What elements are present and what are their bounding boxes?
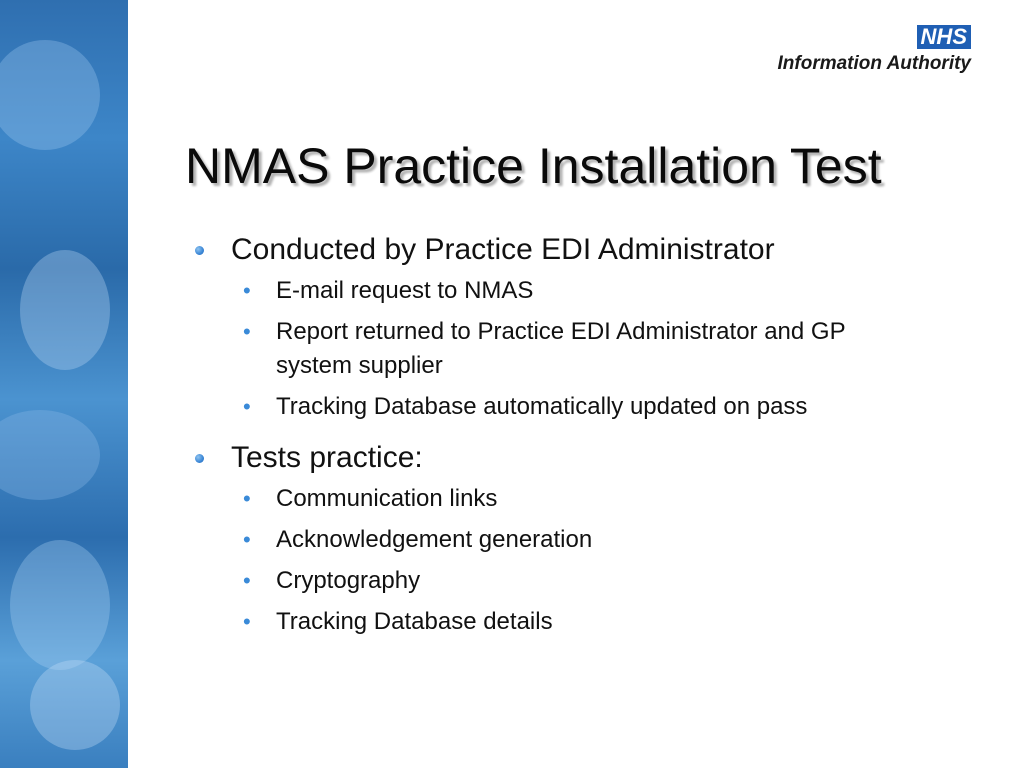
sub-bullet-dot-icon: •	[243, 568, 251, 593]
sub-bullet-item	[231, 315, 935, 383]
sub-bullet-item	[231, 523, 935, 557]
nhs-logo	[778, 25, 972, 75]
decorative-side-image	[0, 0, 128, 768]
sub-bullet-list	[231, 482, 935, 639]
sub-bullet-dot-icon: •	[243, 319, 251, 344]
slide-title: NMAS Practice Installation Test	[185, 138, 882, 194]
sub-bullet-dot-icon: •	[243, 278, 251, 303]
sub-bullet-text: Communication links	[276, 485, 498, 512]
sub-bullet-item	[231, 274, 935, 308]
bullet-text: Tests practice:	[231, 441, 423, 474]
bullet-text: Conducted by Practice EDI Administrator	[231, 233, 775, 266]
sub-bullet-item	[231, 482, 935, 516]
bullet-item	[195, 230, 935, 424]
sub-bullet-text: Cryptography	[276, 567, 421, 594]
bullet-list	[195, 230, 935, 639]
bullet-item	[195, 438, 935, 639]
nhs-logo-mark: NHS	[917, 25, 971, 49]
sub-bullet-text: E-mail request to NMAS	[276, 277, 534, 304]
sub-bullet-dot-icon: •	[243, 394, 251, 419]
sub-bullet-dot-icon: •	[243, 486, 251, 511]
bullet-dot-icon	[195, 246, 204, 255]
bullet-dot-icon	[195, 454, 204, 463]
sub-bullet-item	[231, 564, 935, 598]
slide-content	[195, 230, 935, 653]
sub-bullet-text: Acknowledgement generation	[276, 526, 593, 553]
sub-bullet-list	[231, 274, 935, 424]
sub-bullet-item	[231, 605, 935, 639]
sub-bullet-item	[231, 390, 935, 424]
sub-bullet-dot-icon: •	[243, 527, 251, 552]
nhs-logo-authority: Information Authority	[777, 53, 971, 74]
sub-bullet-dot-icon: •	[243, 609, 251, 634]
sub-bullet-text: Report returned to Practice EDI Administrator and GP system supplier	[276, 318, 846, 379]
sub-bullet-text: Tracking Database details	[276, 608, 553, 635]
sub-bullet-text: Tracking Database automatically updated on pass	[276, 393, 808, 420]
